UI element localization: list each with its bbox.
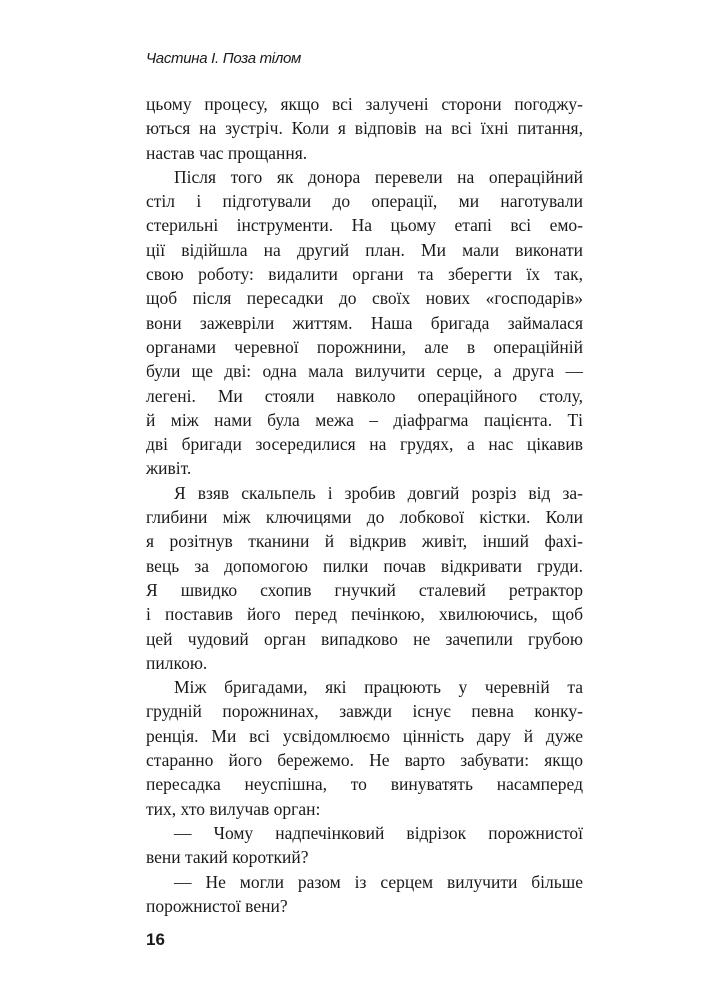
text-line: стерильні інструменти. На цьому етапі всі емо- (146, 215, 583, 236)
text-line: грудній порожнинах, завжди існує певна конку- (146, 701, 583, 722)
text-line: вець за допомогою пилки почав відкривати груди. (146, 555, 583, 576)
text-line: Між бригадами, які працюють у черевній та (174, 677, 583, 698)
dialogue-line: — Не могли разом із серцем вилучити більше (174, 871, 583, 892)
text-line: свою роботу: видалити органи та зберегти їх так, (146, 264, 583, 285)
text-line: були ще дві: одна мала вилучити серце, а друга — (146, 361, 583, 382)
text-line: старанно його бережемо. Не варто забувати: якщо (146, 750, 583, 771)
text-line: легені. Ми стояли навколо операційного столу, (146, 385, 583, 406)
body-text (146, 92, 583, 918)
text-line: ються на зустріч. Коли я відповів на всі їхні питання, (146, 118, 583, 139)
text-line: пилкою. (146, 652, 208, 673)
text-line: і поставив його перед печінкою, хвилюючись, щоб (146, 604, 583, 625)
text-line: Я швидко схопив гнучкий сталевий ретрактор (146, 579, 583, 600)
running-head: Частина І. Поза тілом (146, 50, 302, 67)
text-line: стіл і підготували до операції, ми наготували (146, 191, 583, 212)
page-number: 16 (146, 930, 165, 949)
text-line: ренція. Ми всі усвідомлюємо цінність дару й дуже (146, 725, 583, 746)
text-line: щоб після пересадки до своїх нових «господарів» (146, 288, 583, 309)
text-line: дві бригади зосередилися на грудях, а нас цікавив (146, 434, 583, 455)
text-line: цей чудовий орган випадково не зачепили грубою (146, 628, 583, 649)
dialogue-line: вени такий короткий? (146, 847, 309, 868)
text-line: глибини між ключицями до лобкової кістки. Коли (146, 507, 583, 528)
text-line: настав час прощання. (146, 142, 308, 163)
text-line: Я взяв скальпель і зробив довгий розріз від за- (174, 482, 583, 503)
text-line: тих, хто вилучав орган: (146, 798, 321, 819)
text-line: й між нами була межа – діафрагма пацієнта. Ті (146, 409, 583, 430)
text-line: я розітнув тканини й відкрив живіт, інший фахі- (146, 531, 583, 552)
text-line: ції відійшла на другий план. Ми мали виконати (146, 239, 583, 260)
text-line: вони зажевріли життям. Наша бригада займалася (146, 312, 583, 333)
text-line: органами черевної порожнини, але в операційній (146, 336, 583, 357)
text-line: пересадка неуспішна, то винуватять насамперед (146, 774, 583, 795)
dialogue-line: порожнистої вени? (146, 895, 288, 916)
text-line: Після того як донора перевели на операційний (174, 166, 583, 187)
dialogue-line: — Чому надпечінковий відрізок порожнистої (174, 822, 583, 843)
text-line: живіт. (146, 458, 192, 479)
text-line: цьому процесу, якщо всі залучені сторони погоджу- (146, 94, 583, 114)
